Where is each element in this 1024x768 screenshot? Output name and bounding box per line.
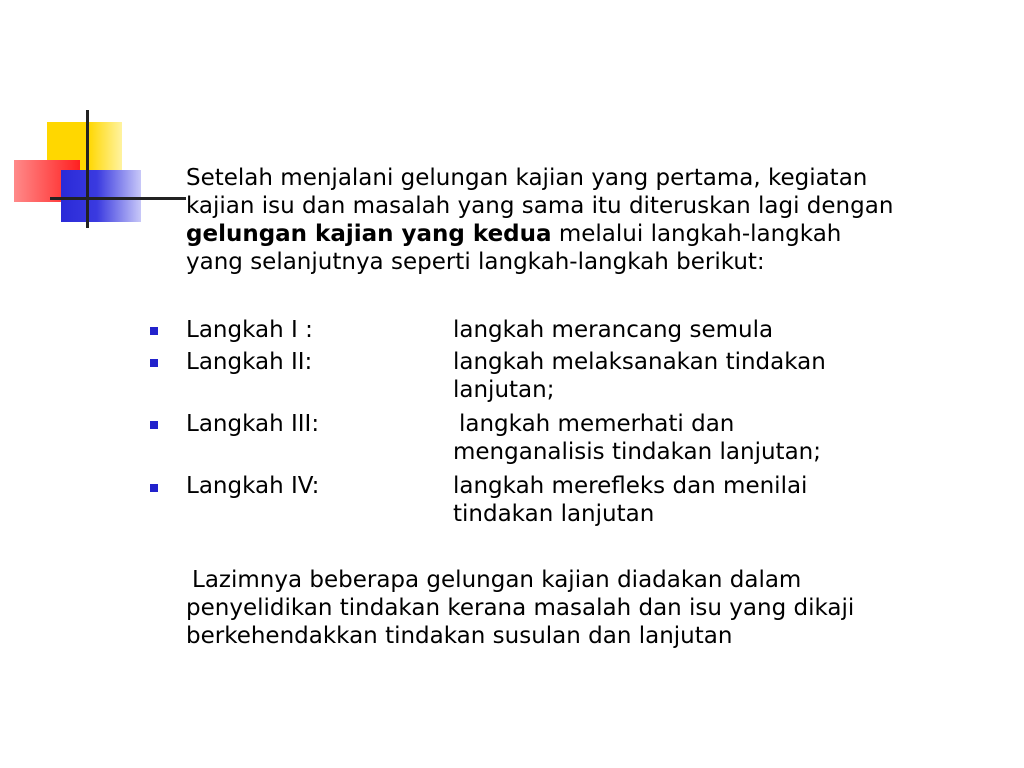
closing-line-1: Lazimnya beberapa gelungan kajian diadakan dalam — [192, 567, 802, 593]
step-3-desc-line-2: menganalisis tindakan lanjutan; — [453, 439, 821, 465]
bullet-icon — [150, 421, 158, 429]
intro-line-3-rest: melalui langkah-langkah — [551, 221, 842, 247]
logo-vertical-line — [86, 110, 89, 228]
step-3-label: Langkah III: — [186, 411, 320, 437]
step-4-desc-line-1: langkah merefleks dan menilai — [453, 473, 808, 499]
step-3-desc-line-1: langkah memerhati dan — [459, 411, 735, 437]
bullet-icon — [150, 327, 158, 335]
intro-line-2: kajian isu dan masalah yang sama itu diteruskan lagi dengan — [186, 193, 894, 219]
step-4-desc-line-2: tindakan lanjutan — [453, 501, 655, 527]
step-2-desc-line-1: langkah melaksanakan tindakan — [453, 349, 826, 375]
step-1-desc: langkah merancang semula — [453, 317, 774, 343]
step-4-label: Langkah IV: — [186, 473, 320, 499]
closing-line-3: berkehendakkan tindakan susulan dan lanjutan — [186, 623, 733, 649]
bullet-icon — [150, 484, 158, 492]
bullet-icon — [150, 359, 158, 367]
closing-line-2: penyelidikan tindakan kerana masalah dan isu yang dikaji — [186, 595, 855, 621]
intro-line-4: yang selanjutnya seperti langkah-langkah berikut: — [186, 249, 765, 275]
decorative-logo — [0, 0, 150, 240]
logo-blue-square — [61, 170, 141, 222]
intro-line-3 — [186, 220, 841, 248]
intro-line-1: Setelah menjalani gelungan kajian yang pertama, kegiatan — [186, 165, 868, 191]
intro-bold-phrase: gelungan kajian yang kedua — [186, 221, 552, 247]
step-2-label: Langkah II: — [186, 349, 313, 375]
logo-horizontal-line — [50, 197, 186, 200]
step-1-label: Langkah I : — [186, 317, 313, 343]
step-2-desc-line-2: lanjutan; — [453, 377, 555, 403]
